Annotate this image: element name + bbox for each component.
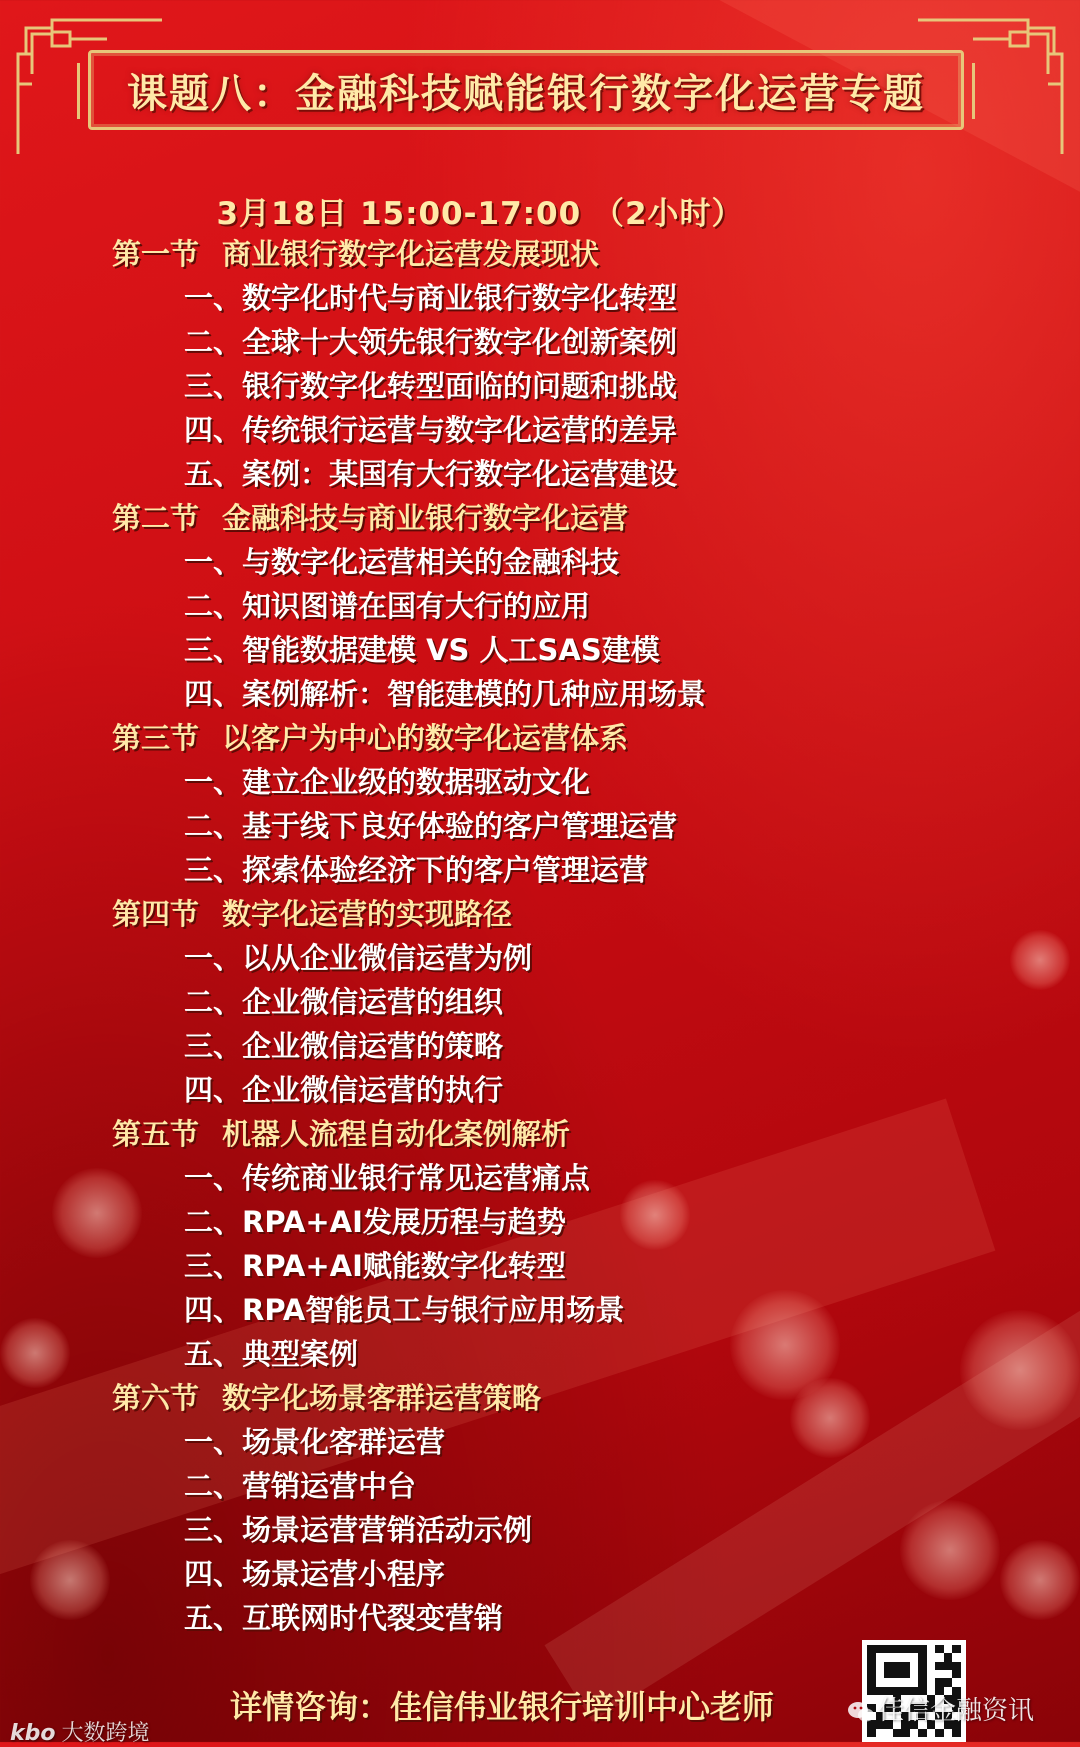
outline-item: 二、营销运营中台 xyxy=(184,1469,417,1503)
section-number: 第一节 xyxy=(112,237,200,271)
wechat-account-name: 佳信金融资讯 xyxy=(878,1696,1035,1726)
outline-item: 一、与数字化运营相关的金融科技 xyxy=(184,545,620,579)
outline-item: 三、企业微信运营的策略 xyxy=(184,1029,504,1063)
outline-item: 四、传统银行运营与数字化运营的差异 xyxy=(184,413,678,447)
title-banner xyxy=(88,50,964,130)
outline-item: 五、案例：某国有大行数字化运营建设 xyxy=(184,457,678,491)
section-heading xyxy=(0,892,1080,936)
section-title: 数字化场景客群运营策略 xyxy=(222,1381,542,1415)
section-number: 第三节 xyxy=(112,721,200,755)
section-number: 第六节 xyxy=(112,1381,200,1415)
section-title: 机器人流程自动化案例解析 xyxy=(222,1117,571,1151)
outline-item: 四、企业微信运营的执行 xyxy=(184,1073,504,1107)
outline-item: 三、银行数字化转型面临的问题和挑战 xyxy=(184,369,678,403)
section-heading xyxy=(0,496,1080,540)
section-title: 数字化运营的实现路径 xyxy=(222,897,513,931)
wechat-watermark xyxy=(846,1690,1034,1727)
section-heading xyxy=(0,1112,1080,1156)
section-number: 第五节 xyxy=(112,1117,200,1151)
outline-item: 三、探索体验经济下的客户管理运营 xyxy=(184,853,649,887)
outline-item: 一、数字化时代与商业银行数字化转型 xyxy=(184,281,678,315)
course-outline xyxy=(0,232,1080,1640)
contact-footer: 详情咨询：佳信伟业银行培训中心老师 xyxy=(230,1688,775,1726)
wechat-icon xyxy=(846,1699,876,1725)
section-number: 第二节 xyxy=(112,501,200,535)
outline-item: 三、RPA+AI赋能数字化转型 xyxy=(184,1249,566,1283)
section-title: 以客户为中心的数字化运营体系 xyxy=(222,721,629,755)
outline-item: 三、智能数据建模 VS 人工SAS建模 xyxy=(184,633,660,667)
outline-item: 四、案例解析：智能建模的几种应用场景 xyxy=(184,677,707,711)
outline-item: 二、基于线下良好体验的客户管理运营 xyxy=(184,809,678,843)
page-title: 课题八：金融科技赋能银行数字化运营专题 xyxy=(127,70,925,117)
outline-item: 四、场景运营小程序 xyxy=(184,1557,446,1591)
section-heading xyxy=(0,232,1080,276)
session-date: 3月18日 15:00-17:00 （2小时） xyxy=(216,196,744,232)
section-heading xyxy=(0,1376,1080,1420)
outline-item: 二、知识图谱在国有大行的应用 xyxy=(184,589,591,623)
section-title: 商业银行数字化运营发展现状 xyxy=(222,237,600,271)
outline-item: 一、建立企业级的数据驱动文化 xyxy=(184,765,591,799)
site-name: 大数跨境 xyxy=(61,1721,150,1746)
outline-item: 二、全球十大领先银行数字化创新案例 xyxy=(184,325,678,359)
outline-item: 五、互联网时代裂变营销 xyxy=(184,1601,504,1635)
outline-item: 一、以从企业微信运营为例 xyxy=(184,941,533,975)
outline-item: 五、典型案例 xyxy=(184,1337,359,1371)
outline-item: 二、企业微信运营的组织 xyxy=(184,985,504,1019)
section-heading xyxy=(0,716,1080,760)
outline-item: 四、RPA智能员工与银行应用场景 xyxy=(184,1293,625,1327)
site-logo: kbo xyxy=(10,1721,56,1746)
outline-item: 一、场景化客群运营 xyxy=(184,1425,446,1459)
section-number: 第四节 xyxy=(112,897,200,931)
outline-item: 二、RPA+AI发展历程与趋势 xyxy=(184,1205,566,1239)
outline-item: 一、传统商业银行常见运营痛点 xyxy=(184,1161,591,1195)
outline-item: 三、场景运营营销活动示例 xyxy=(184,1513,533,1547)
site-watermark xyxy=(10,1716,150,1747)
section-title: 金融科技与商业银行数字化运营 xyxy=(222,501,629,535)
